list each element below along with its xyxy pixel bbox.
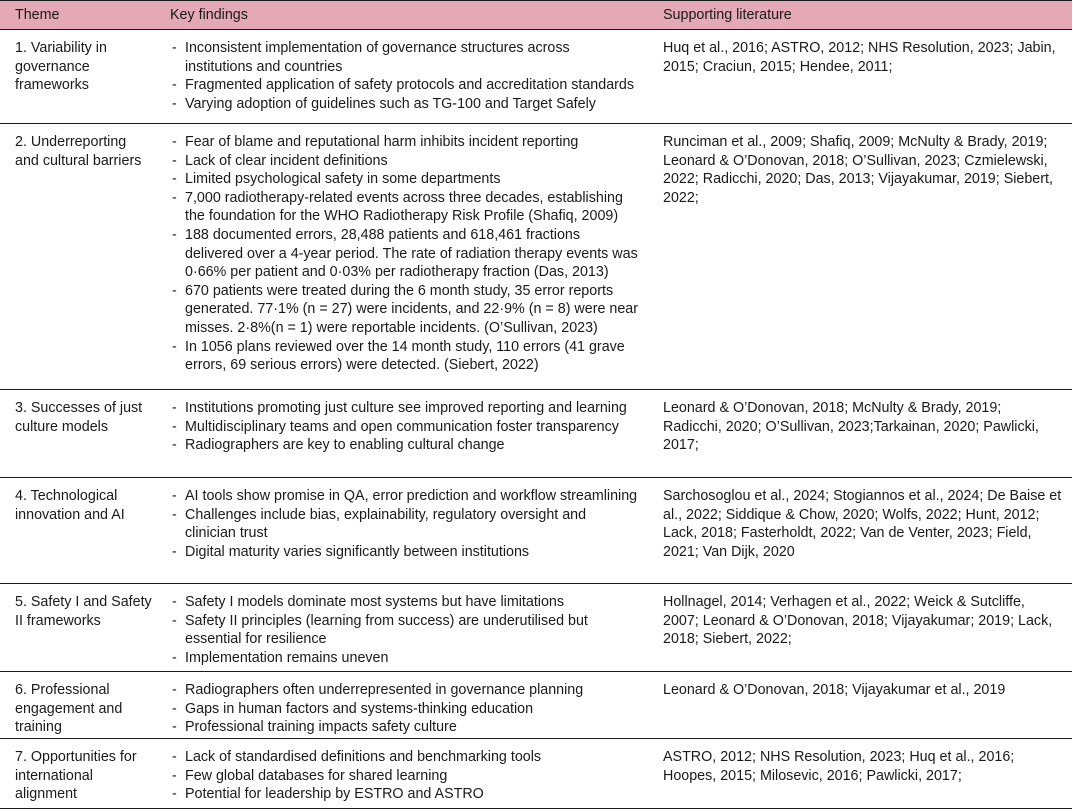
table-row	[0, 672, 1072, 739]
finding-item: - Inconsistent implementation of governance structures across institutions and countries	[170, 39, 638, 76]
finding-item: - Safety I models dominate most systems but have limitations	[170, 593, 638, 612]
findings-cell	[159, 39, 652, 123]
literature-cell: Leonard & O’Donovan, 2018; Vijayakumar et al., 2019	[663, 682, 1006, 698]
finding-item: - Safety II principles (learning from success) are underutilised but essential for resilience	[170, 612, 638, 649]
finding-item: - Lack of standardised definitions and benchmarking tools	[170, 748, 638, 767]
findings-cell	[159, 487, 652, 583]
literature-cell: Hollnagel, 2014; Verhagen et al., 2022; Weick & Sutcliffe, 2007; Leonard & O’Donovan, 2018; Vijayakumar; 2019; Lack, 2018; Siebert, 2022;	[663, 594, 1053, 648]
table-row	[0, 739, 1072, 809]
finding-item: - Digital maturity varies significantly between institutions	[170, 543, 638, 562]
finding-item: - Radiographers are key to enabling cultural change	[170, 436, 638, 455]
finding-item: - Gaps in human factors and systems-thinking education	[170, 700, 638, 719]
header-findings: Key findings	[170, 7, 248, 23]
theme-cell: 3. Successes of just culture models	[15, 400, 143, 435]
theme-cell: 4. Technological innovation and AI	[15, 488, 125, 523]
header-theme: Theme	[15, 7, 60, 23]
finding-item: - Radiographers often underrepresented in governance planning	[170, 681, 638, 700]
literature-cell: Sarchosoglou et al., 2024; Stogiannos et al., 2024; De Baise et al., 2022; Siddique & Chow, 2020; Wolfs, 2022; Hunt, 2012; Lack, 2018; Fasterholdt, 2022; Van de Venter, 2023; Field, 2021; Van Dijk, 2020	[663, 488, 1062, 560]
theme-cell: 5. Safety I and Safety II frameworks	[15, 594, 152, 629]
theme-cell: 2. Underreporting and cultural barriers	[15, 134, 142, 169]
table-row	[0, 584, 1072, 672]
findings-cell	[159, 133, 652, 389]
finding-item: - Lack of clear incident definitions	[170, 152, 638, 171]
finding-item: - Challenges include bias, explainability, regulatory oversight and clinician trust	[170, 506, 638, 543]
finding-item: - 670 patients were treated during the 6 month study, 35 error reports generated. 77·1% (n = 27) were incidents, and 22·9% (n = 8) were near misses. 2·8%(n = 1) were reportable incidents. (O’Sullivan, 2023)	[170, 282, 638, 338]
theme-cell: 1. Variability in governance frameworks	[15, 40, 107, 94]
finding-item: - Potential for leadership by ESTRO and ASTRO	[170, 785, 638, 804]
finding-item: - Institutions promoting just culture see improved reporting and learning	[170, 399, 638, 418]
finding-item: - In 1056 plans reviewed over the 14 month study, 110 errors (41 grave errors, 69 serious errors) were detected. (Siebert, 2022)	[170, 338, 638, 375]
finding-item: - Professional training impacts safety culture	[170, 718, 638, 737]
literature-cell: Runciman et al., 2009; Shafiq, 2009; McNulty & Brady, 2019; Leonard & O’Donovan, 2018; O’Sullivan, 2023; Czmielewski, 2022; Radicchi, 2020; Das, 2013; Vijayakumar, 2019; Siebert, 2022;	[663, 134, 1053, 206]
finding-item: - AI tools show promise in QA, error prediction and workflow streamlining	[170, 487, 638, 506]
literature-cell: Huq et al., 2016; ASTRO, 2012; NHS Resolution, 2023; Jabin, 2015; Craciun, 2015; Hendee, 2011;	[663, 40, 1056, 75]
header-literature: Supporting literature	[663, 7, 792, 23]
findings-cell	[159, 593, 652, 671]
literature-cell: Leonard & O’Donovan, 2018; McNulty & Brady, 2019; Radicchi, 2020; O’Sullivan, 2023;Tarkainan, 2020; Pawlicki, 2017;	[663, 400, 1039, 454]
table-header	[0, 0, 1072, 30]
findings-cell	[159, 681, 652, 738]
finding-item: - Few global databases for shared learning	[170, 767, 638, 786]
finding-item: - Limited psychological safety in some departments	[170, 170, 638, 189]
table-row	[0, 30, 1072, 124]
findings-cell	[159, 399, 652, 477]
finding-item: - 188 documented errors, 28,488 patients and 618,461 fractions delivered over a 4-year period. The rate of radiation therapy events was 0·66% per patient and 0·03% per radiotherapy fraction (Das, 2013)	[170, 226, 638, 282]
finding-item: - Multidisciplinary teams and open communication foster transparency	[170, 418, 638, 437]
finding-item: - Implementation remains uneven	[170, 649, 638, 668]
theme-cell: 6. Professional engagement and training	[15, 682, 123, 736]
table-row	[0, 390, 1072, 478]
finding-item: - Fear of blame and reputational harm inhibits incident reporting	[170, 133, 638, 152]
table-row	[0, 478, 1072, 584]
table-row	[0, 124, 1072, 390]
finding-item: - 7,000 radiotherapy-related events across three decades, establishing the foundation for the WHO Radiotherapy Risk Profile (Shafiq, 2009)	[170, 189, 638, 226]
finding-item: - Fragmented application of safety protocols and accreditation standards	[170, 76, 638, 95]
literature-cell: ASTRO, 2012; NHS Resolution, 2023; Huq et al., 2016; Hoopes, 2015; Milosevic, 2016; Pawlicki, 2017;	[663, 749, 1015, 784]
theme-cell: 7. Opportunities for international alignment	[15, 749, 137, 803]
findings-cell	[159, 748, 652, 808]
finding-item: - Varying adoption of guidelines such as TG-100 and Target Safely	[170, 95, 638, 114]
